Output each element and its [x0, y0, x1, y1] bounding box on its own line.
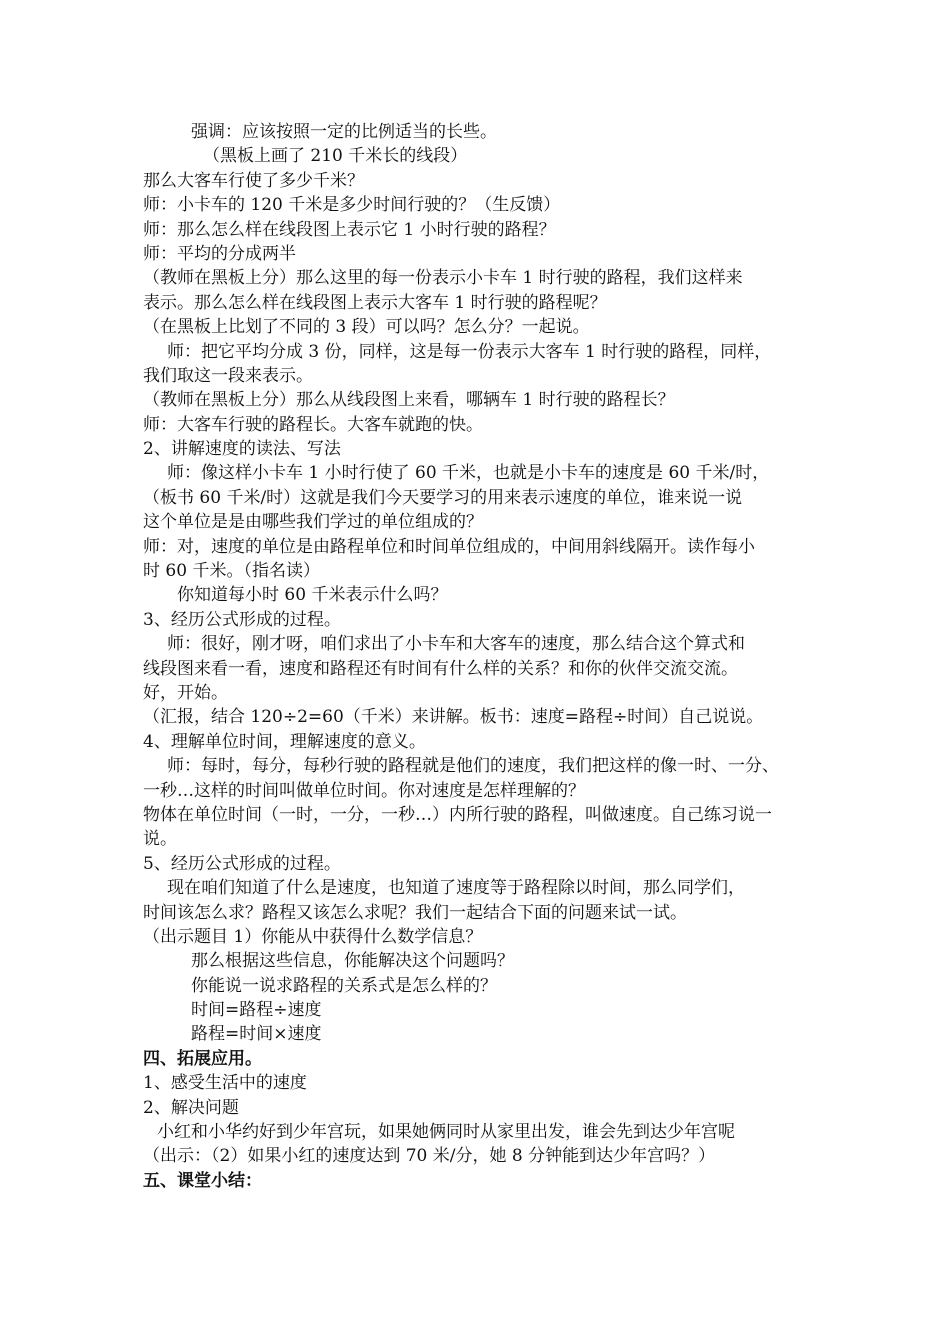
text-line: 时 60 千米。（指名读）	[143, 561, 320, 582]
section-heading: 2、讲解速度的读法、写法	[143, 439, 341, 460]
text-line: 线段图来看一看，速度和路程还有时间有什么样的关系？和你的伙伴交流交流。	[143, 658, 738, 679]
text-line: 师：大客车行驶的路程长。大客车就跑的快。	[143, 414, 483, 435]
text-line: （汇报，结合 120÷2=60（千米）来讲解。板书：速度=路程÷时间）自己说说。	[143, 707, 764, 728]
text-line: 好，开始。	[143, 682, 228, 703]
text-line: 师：把它平均分成 3 份，同样，这是每一份表示大客车 1 时行驶的路程，同样，	[167, 341, 772, 362]
text-line: 时间该怎么求？路程又该怎么求呢？我们一起结合下面的问题来试一试。	[143, 902, 687, 923]
section-heading: 2、解决问题	[143, 1097, 239, 1118]
text-line: 师：对，速度的单位是由路程单位和时间单位组成的，中间用斜线隔开。读作每小	[143, 536, 755, 557]
text-line: （教师在黑板上分）那么这里的每一份表示小卡车 1 时行驶的路程，我们这样来	[143, 268, 743, 289]
section-heading: 3、经历公式形成的过程。	[143, 609, 341, 630]
text-line: 强调：应该按照一定的比例适当的长些。	[191, 122, 497, 142]
text-line: 师：每时，每分，每秒行驶的路程就是他们的速度，我们把这样的像一时、一分、	[167, 756, 779, 777]
text-line: （教师在黑板上分）那么从线段图上来看，哪辆车 1 时行驶的路程长？	[143, 390, 675, 411]
text-line: 那么根据这些信息，你能解决这个问题吗？	[191, 951, 514, 972]
text-line: 表示。那么怎么样在线段图上表示大客车 1 时行驶的路程呢？	[143, 292, 607, 313]
text-line: 师：那么怎么样在线段图上表示它 1 小时行驶的路程？	[143, 219, 556, 240]
formula-line: 路程=时间×速度	[191, 1024, 322, 1045]
text-line: 现在咱们知道了什么是速度，也知道了速度等于路程除以时间，那么同学们，	[167, 878, 745, 899]
section-heading: 四、拓展应用。	[143, 1048, 262, 1069]
text-line: 你知道每小时 60 千米表示什么吗？	[177, 585, 448, 606]
text-line: （黑板上画了 210 千米长的线段）	[203, 146, 468, 167]
text-line: 一秒…这样的时间叫做单位时间。你对速度是怎样理解的？	[143, 780, 585, 801]
section-heading: 4、理解单位时间，理解速度的意义。	[143, 731, 426, 752]
section-heading: 五、课堂小结：	[143, 1170, 262, 1191]
document-body	[143, 120, 823, 1193]
text-line: （出示：（2）如果小红的速度达到 70 米/分，她 8 分钟能到达少年宫吗？）	[143, 1146, 716, 1167]
formula-line: 时间=路程÷速度	[191, 1000, 322, 1021]
text-line: 我们取这一段来表示。	[143, 365, 313, 386]
text-line: 小红和小华约好到少年宫玩，如果她俩同时从家里出发，谁会先到达少年宫呢	[157, 1122, 735, 1143]
text-line: 师：小卡车的 120 千米是多少时间行驶的？（生反馈）	[143, 195, 561, 216]
text-line: （板书 60 千米/时）这就是我们今天要学习的用来表示速度的单位，谁来说一说	[143, 487, 743, 508]
section-heading: 5、经历公式形成的过程。	[143, 853, 341, 874]
text-line: （出示题目 1）你能从中获得什么数学信息？	[143, 926, 483, 947]
text-line: （在黑板上比划了不同的 3 段）可以吗？怎么分？一起说。	[143, 317, 590, 338]
text-line: 那么大客车行使了多少千米？	[143, 170, 364, 191]
text-line: 师：很好，刚才呀，咱们求出了小卡车和大客车的速度，那么结合这个算式和	[167, 634, 745, 655]
text-line: 物体在单位时间（一时，一分，一秒…）内所行驶的路程，叫做速度。自己练习说一	[143, 804, 772, 825]
section-heading: 1、感受生活中的速度	[143, 1073, 307, 1094]
text-line: 师：平均的分成两半	[143, 243, 296, 264]
text-line: 你能说一说求路程的关系式是怎么样的？	[191, 975, 497, 996]
text-line: 师：像这样小卡车 1 小时行使了 60 千米，也就是小卡车的速度是 60 千米/时，	[167, 463, 770, 484]
text-line: 这个单位是是由哪些我们学过的单位组成的？	[143, 512, 483, 533]
text-line: 说。	[143, 829, 177, 850]
